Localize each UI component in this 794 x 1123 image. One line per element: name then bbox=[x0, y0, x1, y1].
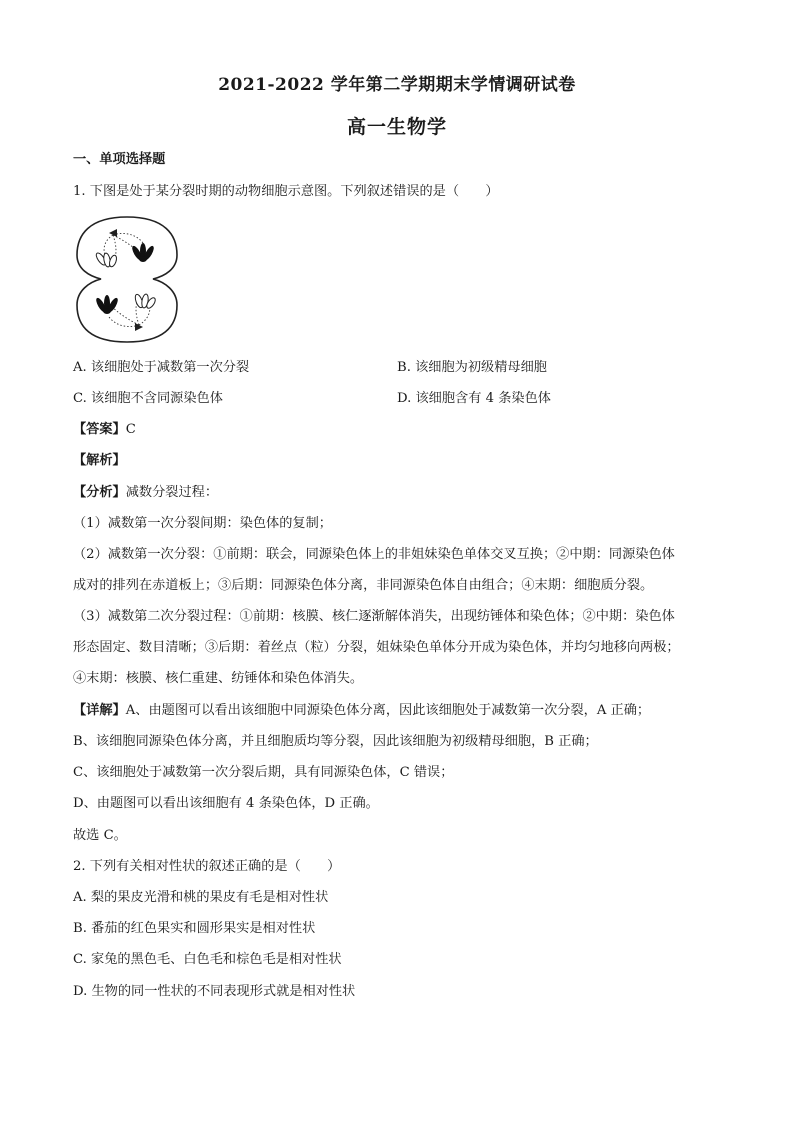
answer-line bbox=[73, 420, 136, 440]
analysis-paragraph: 形态固定、数目清晰；③后期：着丝点（粒）分裂，姐妹染色单体分开成为染色体，并均匀地移向两极； bbox=[73, 640, 680, 655]
answer-tag: 【答案】 bbox=[73, 422, 126, 437]
detail-line bbox=[73, 701, 650, 721]
analysis-paragraph: （1）减数第一次分裂间期：染色体的复制； bbox=[73, 516, 332, 531]
q2-option-a: A. 梨的果皮光滑和桃的果皮有毛是相对性状 bbox=[73, 890, 329, 905]
q1-option-a: A. 该细胞处于减数第一次分裂 bbox=[73, 360, 250, 375]
q1-option-b: B. 该细胞为初级精母细胞 bbox=[397, 360, 547, 375]
detail-line: B、该细胞同源染色体分离，并且细胞质均等分裂，因此该细胞为初级精母细胞，B 正确； bbox=[73, 734, 598, 749]
q2-stem: 2. 下列有关相对性状的叙述正确的是（ ） bbox=[73, 859, 341, 874]
q1-option-d: D. 该细胞含有 4 条染色体 bbox=[397, 391, 551, 406]
exam-subject: 高一生物学 bbox=[346, 116, 447, 138]
detail-text: A、由题图可以看出该细胞中同源染色体分离，因此该细胞处于减数第一次分裂，A 正确； bbox=[125, 703, 651, 718]
q1-stem: 1. 下图是处于某分裂时期的动物细胞示意图。下列叙述错误的是（ ） bbox=[73, 184, 499, 199]
section-heading: 一、单项选择题 bbox=[73, 152, 166, 167]
analysis-paragraph: （2）减数第一次分裂：①前期：联会，同源染色体上的非姐妹染色单体交叉互换；②中期：同源染色体 bbox=[73, 547, 675, 562]
fenxi-tag: 【分析】 bbox=[73, 485, 126, 500]
q2-option-b: B. 番茄的红色果实和圆形果实是相对性状 bbox=[73, 921, 316, 936]
detail-tag: 【详解】 bbox=[73, 703, 126, 718]
conclusion: 故选 C。 bbox=[73, 828, 127, 843]
analysis-paragraph: 成对的排列在赤道板上；③后期：同源染色体分离，非同源染色体自由组合；④末期：细胞质分裂。 bbox=[73, 578, 654, 593]
exam-title: 2021-2022 学年第二学期期末学情调研试卷 bbox=[218, 75, 576, 95]
detail-line: C、该细胞处于减数第一次分裂后期，具有同源染色体，C 错误； bbox=[73, 765, 454, 780]
analysis-paragraph: （3）减数第二次分裂过程：①前期：核膜、核仁逐渐解体消失，出现纺锤体和染色体；②中期：染色体 bbox=[73, 609, 675, 624]
q1-option-c: C. 该细胞不含同源染色体 bbox=[73, 391, 223, 406]
q2-option-d: D. 生物的同一性状的不同表现形式就是相对性状 bbox=[73, 984, 356, 999]
fenxi-text: 减数分裂过程： bbox=[125, 485, 219, 500]
analysis-tag: 【解析】 bbox=[73, 453, 126, 468]
fenxi-line bbox=[73, 483, 218, 503]
detail-line: D、由题图可以看出该细胞有 4 条染色体，D 正确。 bbox=[73, 796, 379, 811]
q2-option-c: C. 家兔的黑色毛、白色毛和棕色毛是相对性状 bbox=[73, 952, 342, 967]
answer-value: C bbox=[125, 422, 136, 437]
analysis-paragraph: ④末期：核膜、核仁重建、纺锤体和染色体消失。 bbox=[73, 671, 364, 686]
cell-division-diagram-icon bbox=[73, 213, 181, 346]
